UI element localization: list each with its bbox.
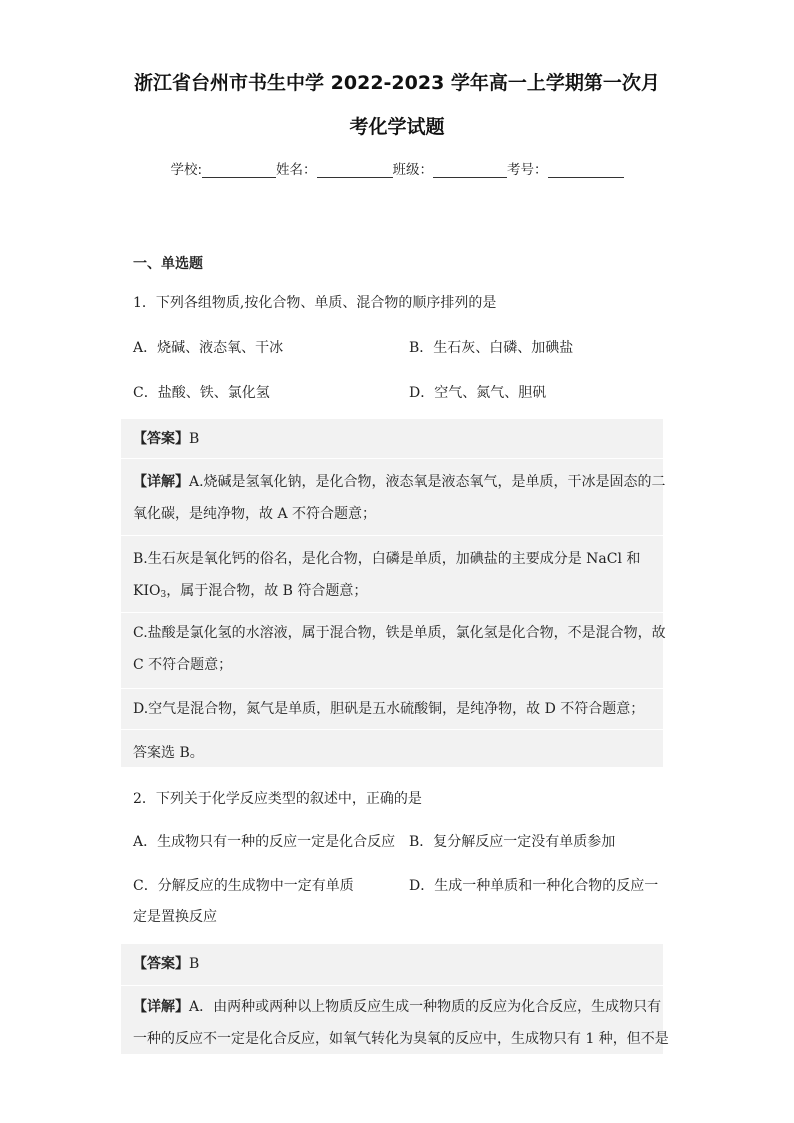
- q1-detail-line: B.生石灰是氧化钙的俗名，是化合物，白磷是单质，加碘盐的主要成分是 NaCl 和: [133, 551, 641, 567]
- q1-stem: 1．下列各组物质,按化合物、单质、混合物的顺序排列的是: [133, 295, 497, 311]
- q2-stem: 2．下列关于化学反应类型的叙述中，正确的是: [133, 791, 422, 807]
- q2-option-c: C．分解反应的生成物中一定有单质: [133, 878, 354, 894]
- formula-subscript: 3: [160, 590, 167, 600]
- answer-value: B: [189, 431, 200, 447]
- divider: [121, 688, 663, 689]
- q1-detail-line: 答案选 B。: [133, 745, 204, 761]
- exam-number-label: 考号：: [507, 162, 548, 178]
- school-label: 学校:: [170, 162, 203, 178]
- q1-detail-line: C.盐酸是氯化氢的水溶液，属于混合物，铁是单质，氯化氢是化合物，不是混合物，故: [133, 625, 666, 641]
- q1-detail-line: D.空气是混合物，氮气是单质，胆矾是五水硫酸铜，是纯净物，故 D 不符合题意；: [133, 701, 645, 717]
- q2-answer: [133, 953, 199, 973]
- divider: [121, 729, 663, 730]
- q1-option-b: B．生石灰、白磷、加碘盐: [409, 340, 574, 356]
- q1-option-a: A．烧碱、液态氧、干冰: [133, 340, 284, 356]
- answer-value: B: [189, 956, 200, 972]
- name-blank: [317, 162, 393, 178]
- q2-detail-line: [133, 996, 661, 1016]
- name-label: 姓名：: [276, 162, 317, 178]
- divider: [121, 985, 663, 986]
- answer-label: 【答案】: [133, 431, 189, 447]
- detail-label: 【详解】: [133, 474, 189, 490]
- detail-text: A．由两种或两种以上物质反应生成一种物质的反应为化合反应，生成物只有: [189, 999, 662, 1015]
- student-info-fields: [0, 158, 794, 178]
- school-blank: [202, 162, 276, 178]
- q1-detail-line: C 不符合题意；: [133, 657, 233, 673]
- q2-detail-line: 一种的反应不一定是化合反应，如氧气转化为臭氧的反应中，生成物只有 1 种，但不是: [133, 1031, 669, 1047]
- q1-answer: [133, 428, 199, 448]
- divider: [121, 612, 663, 613]
- exam-number-blank: [548, 162, 624, 178]
- divider: [121, 458, 663, 459]
- section-title: 一、单选题: [133, 256, 203, 272]
- answer-label: 【答案】: [133, 956, 189, 972]
- detail-text: A.烧碱是氢氧化钠，是化合物，液态氧是液态氧气，是单质，干冰是固态的二: [189, 474, 666, 490]
- q1-detail-line: [133, 471, 666, 491]
- detail-text: ，属于混合物，故 B 符合题意；: [166, 583, 368, 599]
- q2-option-d: D．生成一种单质和一种化合物的反应一: [409, 878, 659, 894]
- class-blank: [433, 162, 507, 178]
- q2-option-b: B．复分解反应一定没有单质参加: [409, 834, 616, 850]
- class-label: 班级：: [392, 162, 434, 178]
- divider: [121, 535, 663, 536]
- q2-option-a: A．生成物只有一种的反应一定是化合反应: [133, 834, 396, 850]
- q2-option-d-continued: 定是置换反应: [133, 909, 217, 925]
- q1-detail-line: 氧化碳，是纯净物，故 A 不符合题意；: [133, 506, 377, 522]
- q1-option-c: C．盐酸、铁、氯化氢: [133, 385, 270, 401]
- formula-kio: KIO: [133, 583, 161, 599]
- q1-detail-line: [133, 580, 367, 600]
- document-title-line-1: 浙江省台州市书生中学 2022-2023 学年高一上学期第一次月: [134, 72, 660, 94]
- detail-label: 【详解】: [133, 999, 189, 1015]
- q1-option-d: D．空气、氮气、胆矾: [409, 385, 547, 401]
- document-title-line-2: 考化学试题: [349, 116, 445, 138]
